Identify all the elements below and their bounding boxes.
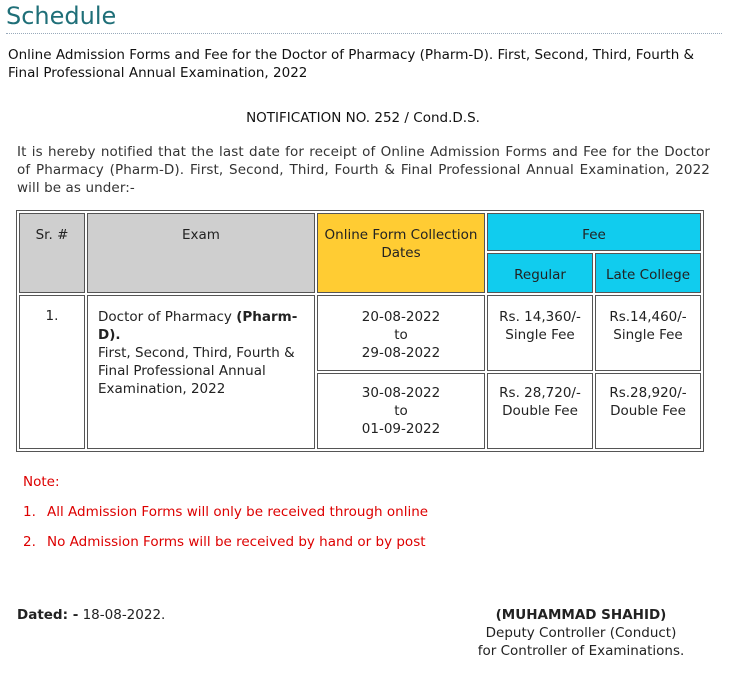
- table-header-row: [19, 213, 701, 251]
- header-late: Late College: [595, 253, 701, 293]
- schedule-table: [16, 210, 704, 452]
- slot2-regular-type: Double Fee: [502, 403, 578, 419]
- exam-name-bold: (Pharm-D).: [98, 309, 298, 343]
- slot1-from: 20-08-2022: [361, 309, 441, 325]
- row-sr: 1.: [19, 295, 85, 449]
- slot2-late-type: Double Fee: [610, 403, 686, 419]
- dated-label: Dated: -: [17, 607, 79, 623]
- header-sr: Sr. #: [19, 213, 85, 293]
- header-fee: Fee: [487, 213, 701, 251]
- dated-value: 18-08-2022.: [78, 607, 166, 623]
- title-divider: [6, 33, 722, 34]
- dated-line: [17, 607, 165, 623]
- header-regular: Regular: [487, 253, 593, 293]
- slot2-from: 30-08-2022: [361, 385, 441, 401]
- exam-name-suffix: First, Second, Third, Fourth & Final Professional Annual Examination, 2022: [98, 345, 295, 397]
- slot2-to-word: to: [394, 403, 408, 419]
- note-title: Note:: [23, 474, 60, 490]
- slot1-late: [595, 295, 701, 371]
- note-list: [23, 504, 428, 564]
- signatory-name: (MUHAMMAD SHAHID): [495, 607, 667, 623]
- signature-block: [470, 606, 692, 660]
- slot2-late: [595, 373, 701, 449]
- exam-name-prefix: Doctor of Pharmacy: [98, 309, 237, 325]
- slot2-late-fee: Rs.28,920/-: [609, 385, 687, 401]
- slot1-late-fee: Rs.14,460/-: [609, 309, 687, 325]
- slot1-regular: [487, 295, 593, 371]
- note-item: [23, 504, 428, 534]
- header-dates: Online Form Collection Dates: [317, 213, 485, 293]
- slot2-dates: [317, 373, 485, 449]
- note-item: [23, 534, 428, 564]
- slot2-regular-fee: Rs. 28,720/-: [499, 385, 581, 401]
- slot1-regular-type: Single Fee: [505, 327, 575, 343]
- slot1-late-type: Single Fee: [613, 327, 683, 343]
- note-item-number: 1.: [23, 504, 36, 520]
- schedule-subtitle: Online Admission Forms and Fee for the Doctor of Pharmacy (Pharm-D). First, Second, Third, Fourth & Final Professional Annual Examination, 2022: [8, 47, 695, 81]
- slot2-to: 01-09-2022: [361, 421, 441, 437]
- page-title: Schedule: [6, 2, 117, 30]
- signatory-for: for Controller of Examinations.: [477, 643, 685, 659]
- table-row: [19, 295, 701, 371]
- signatory-title: Deputy Controller (Conduct): [485, 625, 677, 641]
- header-exam: Exam: [87, 213, 315, 293]
- slot1-to-word: to: [394, 327, 408, 343]
- notification-number: NOTIFICATION NO. 252 / Cond.D.S.: [246, 110, 480, 126]
- notice-paragraph: It is hereby notified that the last date for receipt of Online Admission Forms and Fee for the Doctor of Pharmacy (Pharm-D). First, Second, Third, Fourth & Final Professional Annual Examination, 2022 will be as under:-: [17, 144, 710, 196]
- note-item-number: 2.: [23, 534, 36, 550]
- note-item-text: No Admission Forms will be received by hand or by post: [47, 534, 426, 550]
- slot2-regular: [487, 373, 593, 449]
- slot1-dates: [317, 295, 485, 371]
- note-item-text: All Admission Forms will only be received through online: [47, 504, 429, 520]
- slot1-regular-fee: Rs. 14,360/-: [499, 309, 581, 325]
- slot1-to: 29-08-2022: [361, 345, 441, 361]
- row-exam: [87, 295, 315, 449]
